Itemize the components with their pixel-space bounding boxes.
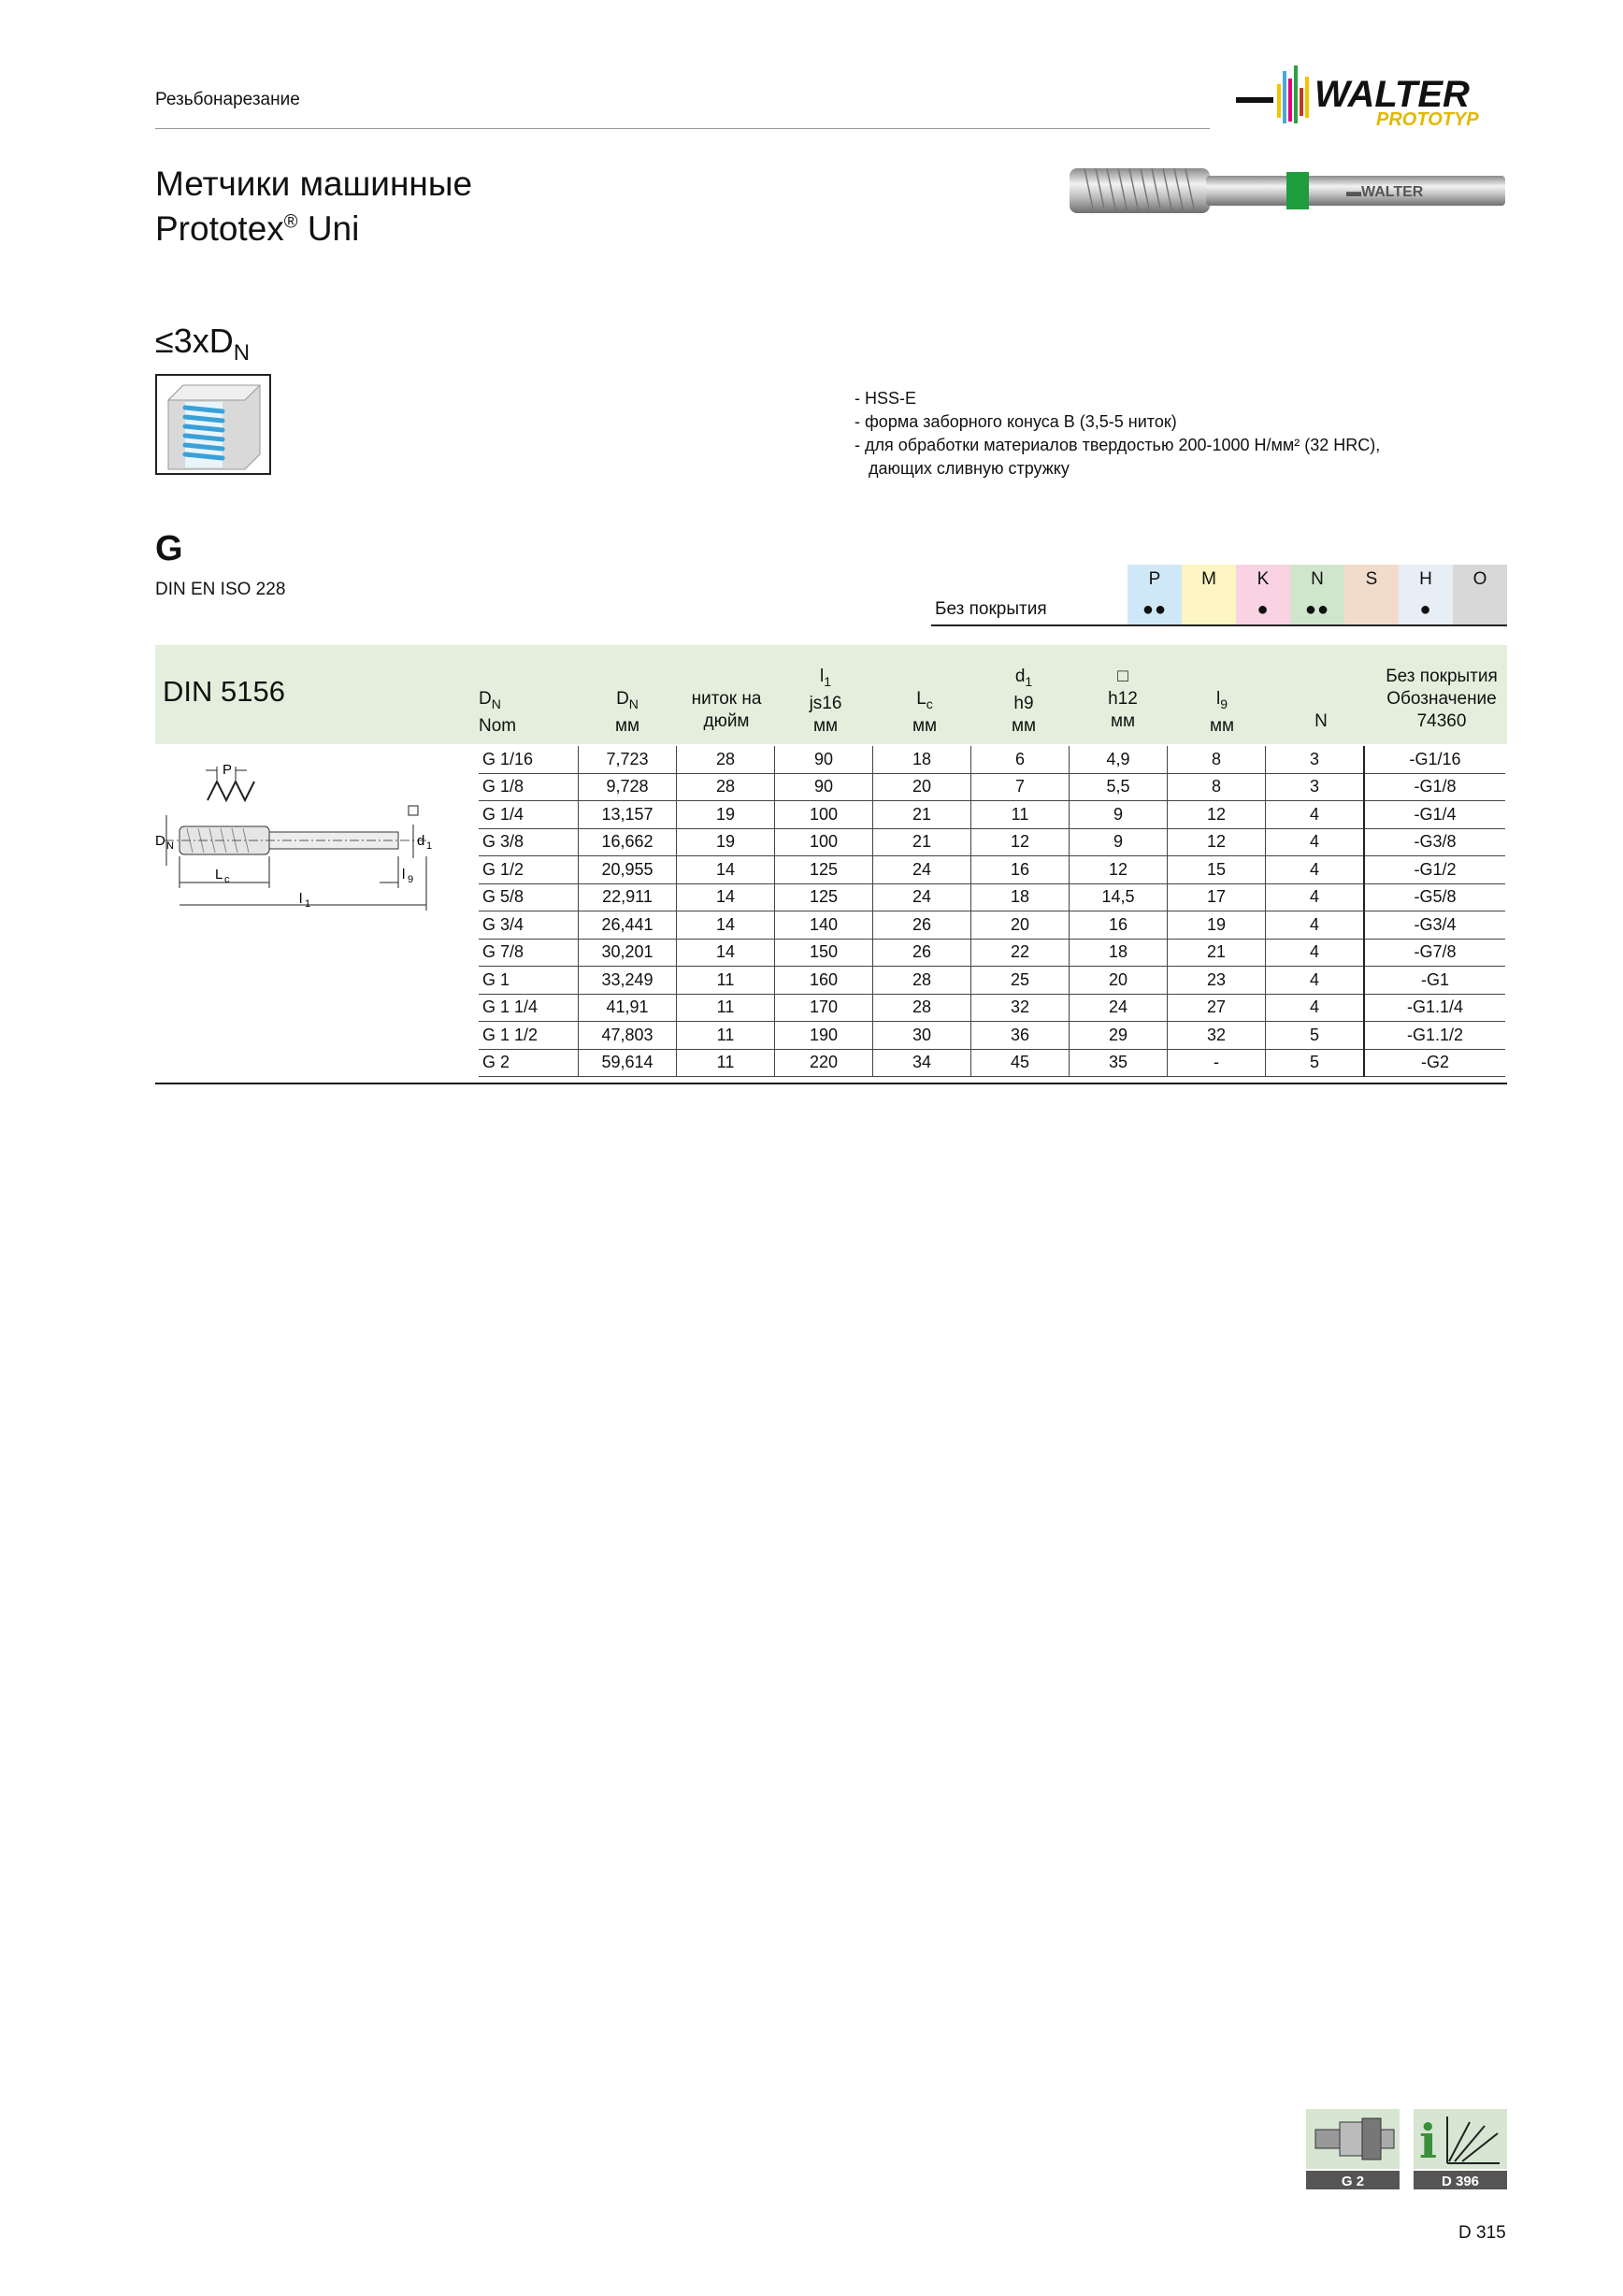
value-cell: 150 [775, 939, 873, 967]
value-cell: 13,157 [579, 801, 677, 829]
suitability-p: ●● [1127, 595, 1182, 625]
value-cell: 160 [775, 967, 873, 995]
feature-item: - форма заборного конуса B (3,5-5 ниток) [855, 412, 1177, 431]
size-cell: G 2 [479, 1049, 579, 1077]
material-group-n: N [1290, 565, 1344, 595]
value-cell: 21 [1168, 939, 1266, 967]
value-cell: 28 [677, 746, 775, 773]
holder-reference-icon[interactable] [1306, 2109, 1400, 2189]
value-cell: 36 [971, 1022, 1070, 1050]
svg-text:G 2: G 2 [1341, 2174, 1365, 2189]
table-title: DIN 5156 [163, 675, 285, 708]
order-code-cell: -G1/2 [1364, 856, 1505, 884]
value-cell: 16 [1070, 911, 1168, 940]
value-cell: 4 [1266, 939, 1365, 967]
svg-text:c: c [224, 874, 230, 885]
table-row [479, 994, 1505, 1022]
value-cell: 19 [677, 801, 775, 829]
size-cell: G 1 [479, 967, 579, 995]
svg-text:WALTER: WALTER [1314, 74, 1470, 115]
order-code-cell: -G1.1/2 [1364, 1022, 1505, 1050]
value-cell: 14,5 [1070, 883, 1168, 911]
walter-prototyp-logo [1236, 60, 1513, 135]
header-rule [155, 128, 1210, 129]
value-cell: 9 [1070, 828, 1168, 856]
value-cell: 45 [971, 1049, 1070, 1077]
coating-label: Без покрытия [931, 595, 1127, 625]
value-cell: 26 [873, 939, 971, 967]
table-bottom-rule [155, 1083, 1507, 1084]
value-cell: 90 [775, 746, 873, 773]
svg-text:l: l [402, 867, 406, 883]
header-dn-mm: $D_N$ мм [614, 689, 640, 736]
size-cell: G 1/2 [479, 856, 579, 884]
value-cell: 20 [873, 773, 971, 801]
size-cell: G 1/16 [479, 746, 579, 773]
value-cell: 18 [1070, 939, 1168, 967]
value-cell: 16 [971, 856, 1070, 884]
value-cell: 24 [873, 856, 971, 884]
svg-text:l: l [299, 891, 303, 907]
value-cell: 26,441 [579, 911, 677, 940]
value-cell: 7,723 [579, 746, 677, 773]
table-row [479, 856, 1505, 884]
value-cell: 170 [775, 994, 873, 1022]
value-cell: 90 [775, 773, 873, 801]
value-cell: 47,803 [579, 1022, 677, 1050]
header-dn-nom: $D_N$ Nom [479, 689, 517, 736]
value-cell: 19 [677, 828, 775, 856]
value-cell: 12 [971, 828, 1070, 856]
order-code-cell: -G1.1/4 [1364, 994, 1505, 1022]
material-group-h: H [1399, 565, 1453, 595]
order-code-cell: -G3/4 [1364, 911, 1505, 940]
thread-type: G [155, 529, 183, 568]
value-cell: 28 [873, 994, 971, 1022]
material-group-s: S [1344, 565, 1399, 595]
header-threads: ниток на дюйм [691, 689, 762, 731]
table-row [479, 746, 1505, 773]
table-row [479, 828, 1505, 856]
value-cell: 32 [1168, 1022, 1266, 1050]
header-lg: $l_9$ мм [1209, 689, 1235, 736]
svg-text:d: d [417, 833, 425, 849]
table-row [479, 773, 1505, 801]
size-cell: G 3/8 [479, 828, 579, 856]
value-cell: 25 [971, 967, 1070, 995]
value-cell: 20,955 [579, 856, 677, 884]
feature-item: - HSS-E [855, 389, 917, 408]
suitability-k: ● [1236, 595, 1290, 625]
value-cell: 20 [971, 911, 1070, 940]
value-cell: 21 [873, 828, 971, 856]
value-cell: 22 [971, 939, 1070, 967]
suitability-h: ● [1399, 595, 1453, 625]
value-cell: 14 [677, 856, 775, 884]
value-cell: - [1168, 1049, 1266, 1077]
value-cell: 4 [1266, 994, 1365, 1022]
value-cell: 5,5 [1070, 773, 1168, 801]
value-cell: 140 [775, 911, 873, 940]
value-cell: 20 [1070, 967, 1168, 995]
value-cell: 8 [1168, 773, 1266, 801]
value-cell: 32 [971, 994, 1070, 1022]
threaded-hole-icon [155, 374, 271, 475]
info-reference-icon[interactable] [1414, 2109, 1507, 2189]
value-cell: 18 [971, 883, 1070, 911]
value-cell: 28 [677, 773, 775, 801]
value-cell: 27 [1168, 994, 1266, 1022]
value-cell: 12 [1168, 801, 1266, 829]
order-code-cell: -G5/8 [1364, 883, 1505, 911]
value-cell: 5 [1266, 1022, 1365, 1050]
value-cell: 8 [1168, 746, 1266, 773]
feature-list [855, 387, 1380, 481]
value-cell: 22,911 [579, 883, 677, 911]
value-cell: 16,662 [579, 828, 677, 856]
order-code-cell: -G3/8 [1364, 828, 1505, 856]
table-row [479, 1022, 1505, 1050]
value-cell: 33,249 [579, 967, 677, 995]
table-row [479, 883, 1505, 911]
value-cell: 220 [775, 1049, 873, 1077]
product-title-line1: Метчики машинные [155, 165, 473, 203]
value-cell: 4 [1266, 801, 1365, 829]
material-group-m: M [1182, 565, 1236, 595]
svg-text:▬WALTER: ▬WALTER [1346, 184, 1424, 200]
feature-item: дающих сливную стружку [855, 459, 1070, 478]
svg-text:9: 9 [408, 874, 414, 885]
value-cell: 24 [1070, 994, 1168, 1022]
header-square: □ h12 мм [1108, 667, 1138, 731]
value-cell: 6 [971, 746, 1070, 773]
svg-text:1: 1 [305, 898, 311, 910]
table-row [479, 1049, 1505, 1077]
order-code-cell: -G2 [1364, 1049, 1505, 1077]
svg-text:D 396: D 396 [1441, 2174, 1480, 2189]
tap-tool-image [1066, 157, 1511, 222]
suitability-n: ●● [1290, 595, 1344, 625]
value-cell: 5 [1266, 1049, 1365, 1077]
size-cell: G 7/8 [479, 939, 579, 967]
value-cell: 125 [775, 856, 873, 884]
svg-text:1: 1 [426, 840, 433, 852]
value-cell: 7 [971, 773, 1070, 801]
value-cell: 14 [677, 939, 775, 967]
value-cell: 190 [775, 1022, 873, 1050]
value-cell: 11 [971, 801, 1070, 829]
value-cell: 23 [1168, 967, 1266, 995]
value-cell: 4 [1266, 828, 1365, 856]
page-number: D 315 [1458, 2223, 1506, 2243]
value-cell: 29 [1070, 1022, 1168, 1050]
size-cell: G 5/8 [479, 883, 579, 911]
tap-sizes-table [479, 746, 1505, 1077]
size-cell: G 1/8 [479, 773, 579, 801]
header-l1: $l_1$ js16 мм [809, 667, 842, 736]
value-cell: 11 [677, 967, 775, 995]
value-cell: 41,91 [579, 994, 677, 1022]
size-cell: G 1/4 [479, 801, 579, 829]
svg-text:L: L [215, 867, 223, 883]
order-code-cell: -G1 [1364, 967, 1505, 995]
svg-text:P: P [223, 762, 233, 778]
tap-dimension-sketch [155, 748, 436, 916]
value-cell: 3 [1266, 746, 1365, 773]
material-groups-table [931, 565, 1507, 626]
value-cell: 125 [775, 883, 873, 911]
value-cell: 19 [1168, 911, 1266, 940]
material-group-k: K [1236, 565, 1290, 595]
value-cell: 4 [1266, 883, 1365, 911]
value-cell: 15 [1168, 856, 1266, 884]
header-lc: $L_c$ мм [912, 689, 938, 736]
value-cell: 4 [1266, 967, 1365, 995]
depth-label: $\le 3xD_N$ [155, 322, 251, 366]
feature-item: - для обработки материалов твердостью 200-1000 Н/мм² (32 HRC), [855, 436, 1381, 454]
svg-text:PROTOTYP: PROTOTYP [1376, 109, 1479, 130]
value-cell: 11 [677, 1022, 775, 1050]
svg-text:N: N [166, 840, 174, 852]
value-cell: 24 [873, 883, 971, 911]
order-code-cell: -G1/4 [1364, 801, 1505, 829]
suitability-s [1344, 595, 1399, 625]
table-row [479, 911, 1505, 940]
value-cell: 21 [873, 801, 971, 829]
value-cell: 30 [873, 1022, 971, 1050]
table-row [479, 939, 1505, 967]
value-cell: 100 [775, 801, 873, 829]
value-cell: 3 [1266, 773, 1365, 801]
value-cell: 11 [677, 994, 775, 1022]
order-code-cell: -G1/8 [1364, 773, 1505, 801]
svg-text:D: D [155, 833, 165, 849]
table-row [479, 801, 1505, 829]
suitability-m [1182, 595, 1236, 625]
value-cell: 26 [873, 911, 971, 940]
value-cell: 18 [873, 746, 971, 773]
section-label: Резьбонарезание [155, 90, 300, 109]
value-cell: 4 [1266, 911, 1365, 940]
value-cell: 4 [1266, 856, 1365, 884]
thread-standard: DIN EN ISO 228 [155, 580, 286, 599]
size-cell: G 3/4 [479, 911, 579, 940]
suitability-o [1453, 595, 1507, 625]
material-group-o: O [1453, 565, 1507, 595]
value-cell: 14 [677, 883, 775, 911]
value-cell: 4,9 [1070, 746, 1168, 773]
value-cell: 28 [873, 967, 971, 995]
svg-text:i: i [1419, 2114, 1437, 2169]
value-cell: 9 [1070, 801, 1168, 829]
size-cell: G 1 1/4 [479, 994, 579, 1022]
value-cell: 14 [677, 911, 775, 940]
order-code-cell: -G7/8 [1364, 939, 1505, 967]
table-row [479, 967, 1505, 995]
value-cell: 12 [1168, 828, 1266, 856]
value-cell: 34 [873, 1049, 971, 1077]
value-cell: 30,201 [579, 939, 677, 967]
header-code: Без покрытия Обозначение 74360 [1386, 667, 1498, 731]
material-group-p: P [1127, 565, 1182, 595]
size-cell: G 1 1/2 [479, 1022, 579, 1050]
header-d1: $d_1$ h9 мм [1011, 667, 1037, 736]
value-cell: 100 [775, 828, 873, 856]
header-n: N [1314, 711, 1328, 731]
order-code-cell: -G1/16 [1364, 746, 1505, 773]
value-cell: 9,728 [579, 773, 677, 801]
product-title-line2: Prototex® Uni [155, 209, 360, 248]
value-cell: 12 [1070, 856, 1168, 884]
value-cell: 11 [677, 1049, 775, 1077]
value-cell: 17 [1168, 883, 1266, 911]
value-cell: 59,614 [579, 1049, 677, 1077]
value-cell: 35 [1070, 1049, 1168, 1077]
